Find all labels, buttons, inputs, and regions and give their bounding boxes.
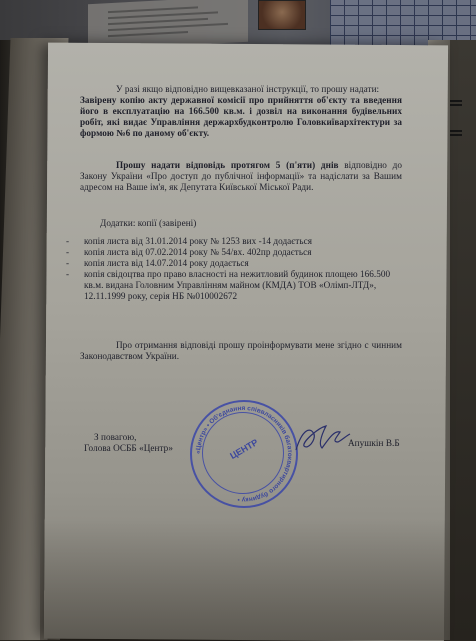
stamp-center-text: ЦЕНТР	[228, 437, 260, 461]
background-photo	[258, 0, 306, 30]
attachments-heading: Додатки: копії (завірені)	[100, 218, 197, 228]
handwritten-signature	[292, 420, 352, 460]
stamp-ring-label: «Центр» • Об'єднання співвласників багатоквартирного будинку •	[194, 404, 294, 504]
signer-name: Апушкін В.Б	[348, 438, 400, 448]
attachments-list	[64, 236, 404, 302]
request-body: Завірену копію акту державної комісії про прийняття об'єкту та введення його в експлуатацію на 166.500 кв.м. і дозвіл на виконання будівельних робіт, які видає Управління держархбудконтролю Головкиївархітектури за формою №6 по даному об'єкту.	[80, 95, 402, 138]
response-paragraph	[80, 160, 402, 193]
list-item: - копія листа від 31.01.2014 року № 1253 вих -14 додається	[64, 236, 404, 247]
response-deadline: Прошу надати відповідь протягом 5 (п'яти) днів	[116, 160, 339, 170]
signer-position: Голова ОСББ «Центр»	[84, 443, 173, 453]
list-item: - копія листа від 14.07.2014 року додається	[64, 258, 404, 269]
official-stamp	[190, 400, 298, 508]
lighting-shadow	[40, 520, 450, 640]
request-lead: У разі якщо відповідно вищевказаної інструкції, то прошу надати:	[116, 84, 380, 94]
closing-paragraph: Про отримання відповіді прошу проінформувати мене згідно с чинним Законодавством України.	[80, 340, 402, 361]
regards-text: З повагою,	[94, 432, 137, 442]
response-rest: відповідно до Закону України «Про доступ до публічної інформації» та надіслати за Вашим адресом на Ваше ім'я, як Депутата Київської Міської Ради.	[80, 160, 402, 192]
request-paragraph	[80, 84, 402, 139]
list-item: - копія листа від 07.02.2014 року № 54/вх. 402пр додається	[64, 247, 404, 258]
list-item: - копія свідоцтва про право власності на нежитловий будинок площею 166.500 кв.м. видана Головним Управлінням майном (КМДА) ТОВ «Олімп-ЛТД», 12.11.1999 року, серія НБ №010002672	[64, 269, 404, 302]
